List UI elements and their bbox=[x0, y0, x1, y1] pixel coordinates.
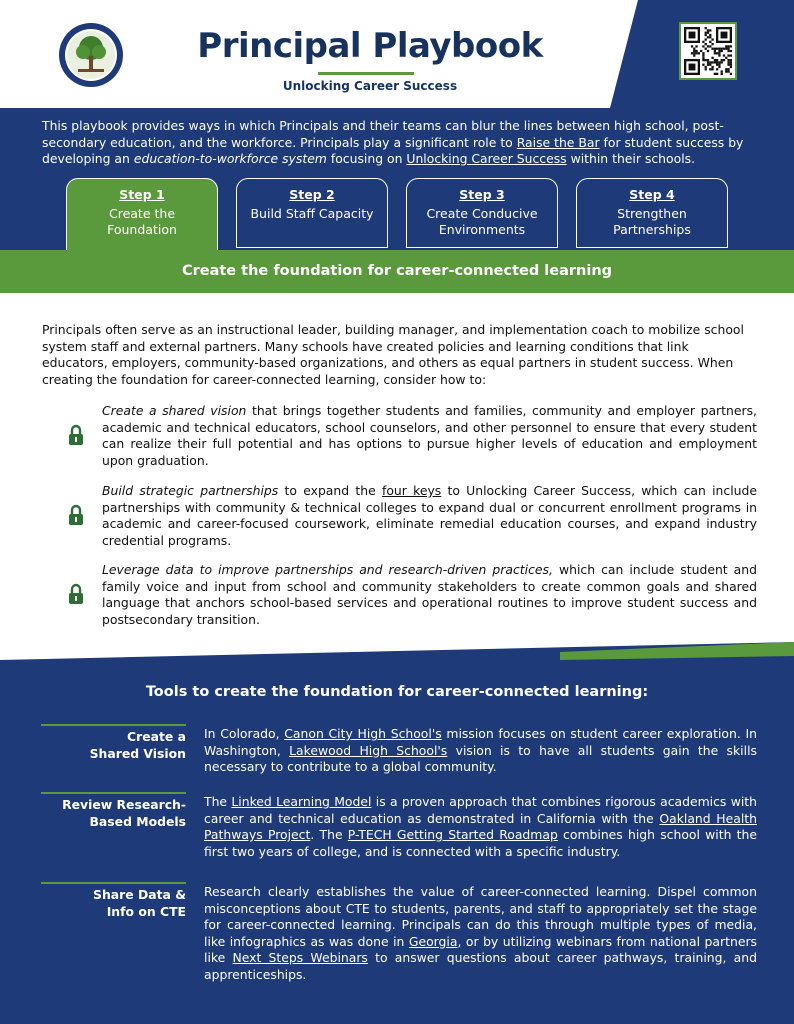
seal-icon bbox=[58, 22, 124, 88]
intro-paragraph bbox=[42, 118, 757, 168]
bullet-emphasis: Create a shared vision bbox=[102, 403, 247, 418]
oakland-health-link[interactable]: Oakland Health Pathways Project bbox=[204, 810, 757, 842]
intro-text-part: This playbook provides ways in which Principals and their teams can blur the lines between high school, post-secondary education, and the workforce. Principals play a significant role to bbox=[42, 118, 724, 150]
tool-text-research-models bbox=[204, 794, 757, 860]
tab-step-label: Step 3 bbox=[459, 187, 505, 202]
bullet-text: that brings together students and families, community and employer partners, academic and technical educators, school counselors, and other personnel to ensure that every student can realize their full potential and has options to pursue higher levels of education and employment upon graduation. bbox=[102, 403, 757, 468]
intro-text-part: within their schools. bbox=[566, 151, 696, 166]
tab-step-label: Step 1 bbox=[119, 187, 165, 202]
intro-text-part: focusing on bbox=[326, 151, 407, 166]
tool-label-share-data bbox=[41, 887, 186, 920]
body-paragraph: Principals often serve as an instructional leader, building manager, and implementation coach to mobilize school system staff and external partners. Many schools have created policies and learning conditions that link educators, employers, community-based organizations, and others as equal partners in student success. When creating the foundation for career-connected learning, consider how to: bbox=[42, 322, 744, 387]
header bbox=[0, 0, 794, 108]
tool-text-part: is a proven approach that combines rigorous academics with career and technical education as demonstrated in California with the bbox=[204, 794, 757, 826]
page-title: Principal Playbook bbox=[197, 26, 543, 66]
bullet-text: to Unlocking Career Success, which can include partnerships with community & technical colleges to expand dual or concurrent enrollment programs in academic and career-focused coursework, eliminate remedial education courses, and expand industry credential programs. bbox=[102, 483, 757, 548]
tool-text-part: to answer questions about career pathways, training, and apprenticeships. bbox=[204, 950, 757, 982]
tool-text-part: The bbox=[204, 794, 232, 809]
tool-label-line: Shared Vision bbox=[89, 745, 186, 761]
tool-text-part: combines high school with the first two years of college, and is connected with a specific industry. bbox=[204, 827, 757, 859]
intro-text-part: for student success by developing an bbox=[42, 134, 744, 166]
tool-text-part: Research clearly establishes the value of career-connected learning. Dispel common misconceptions about CTE to students, parents, and staff to appropriately set the stage for career-connected learning. Principals can do this through multiple types of media, like infographics as was done in bbox=[204, 884, 757, 949]
tool-label-line: Review Research- bbox=[62, 797, 186, 812]
lock-icon bbox=[67, 504, 85, 526]
bullet-emphasis: Leverage data to improve partnerships and research-driven practices, bbox=[102, 562, 553, 577]
tool-label-line: Based Models bbox=[89, 813, 186, 829]
tool-label-line: Info on CTE bbox=[106, 903, 186, 919]
tool-divider bbox=[41, 724, 186, 726]
georgia-link[interactable]: Georgia bbox=[408, 933, 458, 949]
tab-name: Build Staff Capacity bbox=[250, 206, 374, 221]
bullet-leverage-data bbox=[102, 562, 757, 628]
lock-icon bbox=[67, 424, 85, 446]
tool-text-share-data bbox=[204, 884, 757, 983]
tool-text-part: vision is to have all students gain the skills necessary to contribute to a global community. bbox=[204, 742, 757, 774]
tool-label-line: Share Data & bbox=[93, 887, 186, 902]
lakewood-link[interactable]: Lakewood High School's bbox=[289, 742, 448, 758]
qr-code-graphic bbox=[684, 27, 732, 75]
tool-text-part: mission focuses on student career exploration. In Washington, bbox=[204, 726, 758, 758]
next-steps-webinars-link[interactable]: Next Steps Webinars bbox=[232, 950, 368, 965]
lock-icon bbox=[67, 583, 85, 605]
tools-title: Tools to create the foundation for career-connected learning: bbox=[145, 684, 649, 700]
tab-step-3[interactable] bbox=[406, 178, 558, 248]
tab-step-label: Step 2 bbox=[289, 187, 335, 202]
bullet-shared-vision bbox=[102, 403, 757, 469]
tool-label-line: Create a bbox=[127, 729, 186, 744]
tool-text-part: In Colorado, bbox=[204, 726, 285, 741]
canon-city-link[interactable]: Canon City High School's bbox=[284, 726, 442, 741]
tab-step-1[interactable] bbox=[66, 178, 218, 254]
bullet-emphasis: Build strategic partnerships bbox=[102, 483, 279, 498]
unlocking-career-success-link[interactable]: Unlocking Career Success bbox=[406, 151, 567, 166]
tab-step-2[interactable] bbox=[236, 178, 388, 248]
linked-learning-link[interactable]: Linked Learning Model bbox=[231, 794, 372, 809]
tab-name: Strengthen Partnerships bbox=[613, 206, 691, 237]
bullet-text: which can include student and family voice and input from school and community stakeholders to create common goals and shared language that anchors school-based services and operational routines to improve student success and postsecondary transition. bbox=[102, 562, 757, 627]
title-underline bbox=[318, 72, 414, 75]
bullet-strategic-partnerships bbox=[102, 483, 757, 549]
intro-emphasis: education-to-workforce system bbox=[133, 151, 327, 166]
tab-step-label: Step 4 bbox=[629, 187, 675, 202]
tab-step-4[interactable] bbox=[576, 178, 728, 248]
tool-divider bbox=[41, 792, 186, 794]
ptech-roadmap-link[interactable]: P-TECH Getting Started Roadmap bbox=[347, 827, 558, 842]
four-keys-link[interactable]: four keys bbox=[381, 483, 442, 498]
page-subtitle: Unlocking Career Success bbox=[282, 79, 458, 93]
bullet-text: to expand the bbox=[278, 483, 382, 498]
tab-name: Create the Foundation bbox=[107, 206, 177, 237]
tool-divider bbox=[41, 882, 186, 884]
qr-code-icon[interactable] bbox=[679, 22, 737, 80]
raise-the-bar-link[interactable]: Raise the Bar bbox=[516, 134, 600, 150]
tool-text-part: , or by utilizing webinars from national partners like bbox=[204, 933, 757, 965]
tool-label-shared-vision bbox=[41, 729, 186, 762]
tool-text-part: . The bbox=[310, 827, 348, 842]
tool-text-shared-vision bbox=[204, 726, 757, 776]
section-title: Create the foundation for career-connected learning bbox=[181, 263, 613, 279]
tab-name: Create Conducive Environments bbox=[426, 206, 538, 237]
tool-label-research-models bbox=[41, 797, 186, 830]
